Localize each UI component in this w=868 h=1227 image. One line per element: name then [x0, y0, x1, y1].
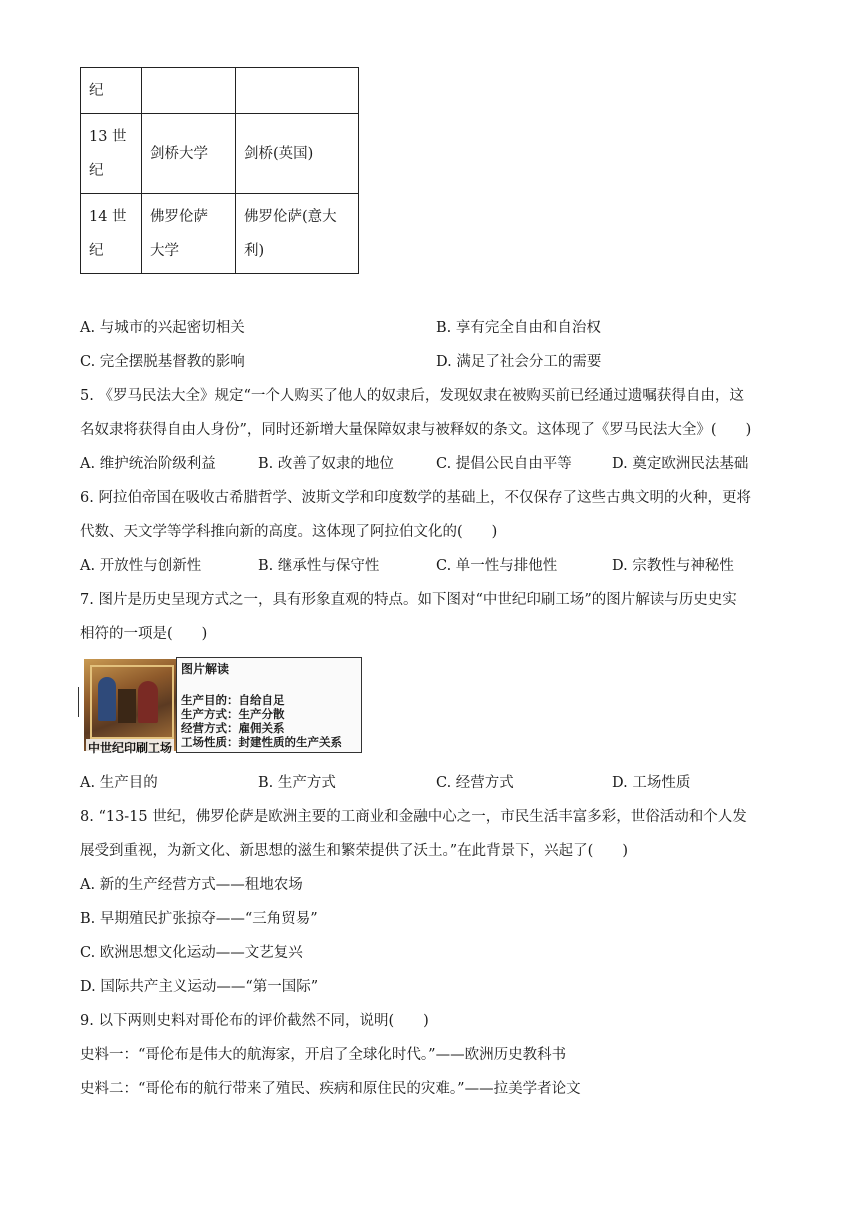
- cell-text: 利): [244, 242, 265, 259]
- option-c[interactable]: C. 提倡公民自由平等: [436, 456, 572, 472]
- option-a[interactable]: A. 生产目的: [80, 775, 158, 791]
- question-text: 8. “13-15 世纪，佛罗伦萨是欧洲主要的工商业和金融中心之一，市民生活丰富多彩，世俗活动和个人发: [80, 809, 747, 825]
- cell-text: 剑桥大学: [150, 145, 208, 162]
- option-c[interactable]: C. 欧洲思想文化运动——文艺复兴: [80, 945, 303, 961]
- option-d[interactable]: D. 奠定欧洲民法基础: [612, 456, 749, 472]
- question-text: 5. 《罗马民法大全》规定“一个人购买了他人的奴隶后，发现奴隶在被购买前已经通过遗嘱获得自由，这: [80, 388, 744, 404]
- option-c[interactable]: C. 经营方式: [436, 775, 514, 791]
- question-text: 9. 以下两则史料对哥伦布的评价截然不同，说明( ): [80, 1013, 429, 1029]
- question-text: 7. 图片是历史呈现方式之一，具有形象直观的特点。如下图对“中世纪印刷工场”的图片解读与历史史实: [80, 592, 737, 608]
- cell-text: 13 世: [89, 128, 127, 145]
- cell-text: 14 世: [89, 208, 127, 225]
- table-cell: [236, 194, 359, 274]
- table-cell: [236, 114, 359, 194]
- table-cell: [81, 114, 142, 194]
- option-b[interactable]: B. 生产方式: [258, 775, 336, 791]
- option-a[interactable]: A. 维护统治阶级利益: [80, 456, 216, 472]
- source-text: 史料二：“哥伦布的航行带来了殖民、疾病和原住民的灾难。”——拉美学者论文: [80, 1081, 581, 1097]
- option-c[interactable]: C. 单一性与排他性: [436, 558, 558, 574]
- table-cell: [142, 114, 236, 194]
- university-table: [80, 67, 359, 274]
- option-c[interactable]: C. 完全摆脱基督教的影响: [80, 354, 245, 370]
- option-d[interactable]: D. 国际共产主义运动——“第一国际”: [80, 979, 319, 995]
- table-cell: [236, 68, 359, 114]
- table-row: [81, 114, 359, 194]
- table-row: [81, 68, 359, 114]
- painting-figure: [138, 681, 158, 723]
- cell-text: 剑桥(英国): [244, 145, 314, 162]
- table-cell: [142, 194, 236, 274]
- box-row: 生产目的：自给自足: [181, 693, 285, 707]
- cell-text: 佛罗伦萨: [150, 208, 208, 225]
- table-row: [81, 194, 359, 274]
- table-cell: [142, 68, 236, 114]
- question-text: 展受到重视，为新文化、新思想的滋生和繁荣提供了沃土。”在此背景下，兴起了( ): [80, 843, 628, 859]
- option-a[interactable]: A. 与城市的兴起密切相关: [80, 320, 245, 336]
- question-text: 6. 阿拉伯帝国在吸收古希腊哲学、波斯文学和印度数学的基础上，不仅保存了这些古典文明的火种，更将: [80, 490, 751, 506]
- cell-text: 纪: [89, 82, 104, 99]
- box-row: 经营方式：雇佣关系: [181, 721, 285, 735]
- margin-mark: [78, 687, 82, 717]
- option-b[interactable]: B. 早期殖民扩张掠夺——“三角贸易”: [80, 911, 318, 927]
- option-d[interactable]: D. 宗教性与神秘性: [612, 558, 734, 574]
- option-a[interactable]: A. 开放性与创新性: [80, 558, 202, 574]
- workshop-painting: [84, 659, 176, 751]
- painting-figure: [98, 677, 116, 721]
- question-text: 名奴隶将获得自由人身份”，同时还新增大量保障奴隶与被释奴的条文。这体现了《罗马民法大全》( ): [80, 422, 752, 438]
- figure-caption: 中世纪印刷工场: [88, 741, 173, 755]
- cell-text: 纪: [89, 242, 104, 259]
- box-title: 图片解读: [181, 662, 230, 676]
- cell-text: 大学: [150, 242, 179, 259]
- box-row: 工场性质：封建性质的生产关系: [181, 735, 342, 749]
- printing-workshop-figure: [80, 657, 362, 753]
- option-b[interactable]: B. 继承性与保守性: [258, 558, 380, 574]
- source-text: 史料一：“哥伦布是伟大的航海家，开启了全球化时代。”——欧洲历史教科书: [80, 1047, 567, 1063]
- option-a[interactable]: A. 新的生产经营方式——租地农场: [80, 877, 303, 893]
- box-row: 生产方式：生产分散: [181, 707, 285, 721]
- option-b[interactable]: B. 改善了奴隶的地位: [258, 456, 394, 472]
- cell-text: 佛罗伦萨(意大: [244, 208, 337, 225]
- question-text: 相符的一项是( ): [80, 626, 208, 642]
- painting-press: [118, 689, 136, 723]
- table-cell: [81, 68, 142, 114]
- table-cell: [81, 194, 142, 274]
- option-b[interactable]: B. 享有完全自由和自治权: [436, 320, 601, 336]
- option-d[interactable]: D. 满足了社会分工的需要: [436, 354, 602, 370]
- question-text: 代数、天文学等学科推向新的高度。这体现了阿拉伯文化的( ): [80, 524, 498, 540]
- cell-text: 纪: [89, 162, 104, 179]
- interpretation-box: [176, 657, 362, 753]
- option-d[interactable]: D. 工场性质: [612, 775, 691, 791]
